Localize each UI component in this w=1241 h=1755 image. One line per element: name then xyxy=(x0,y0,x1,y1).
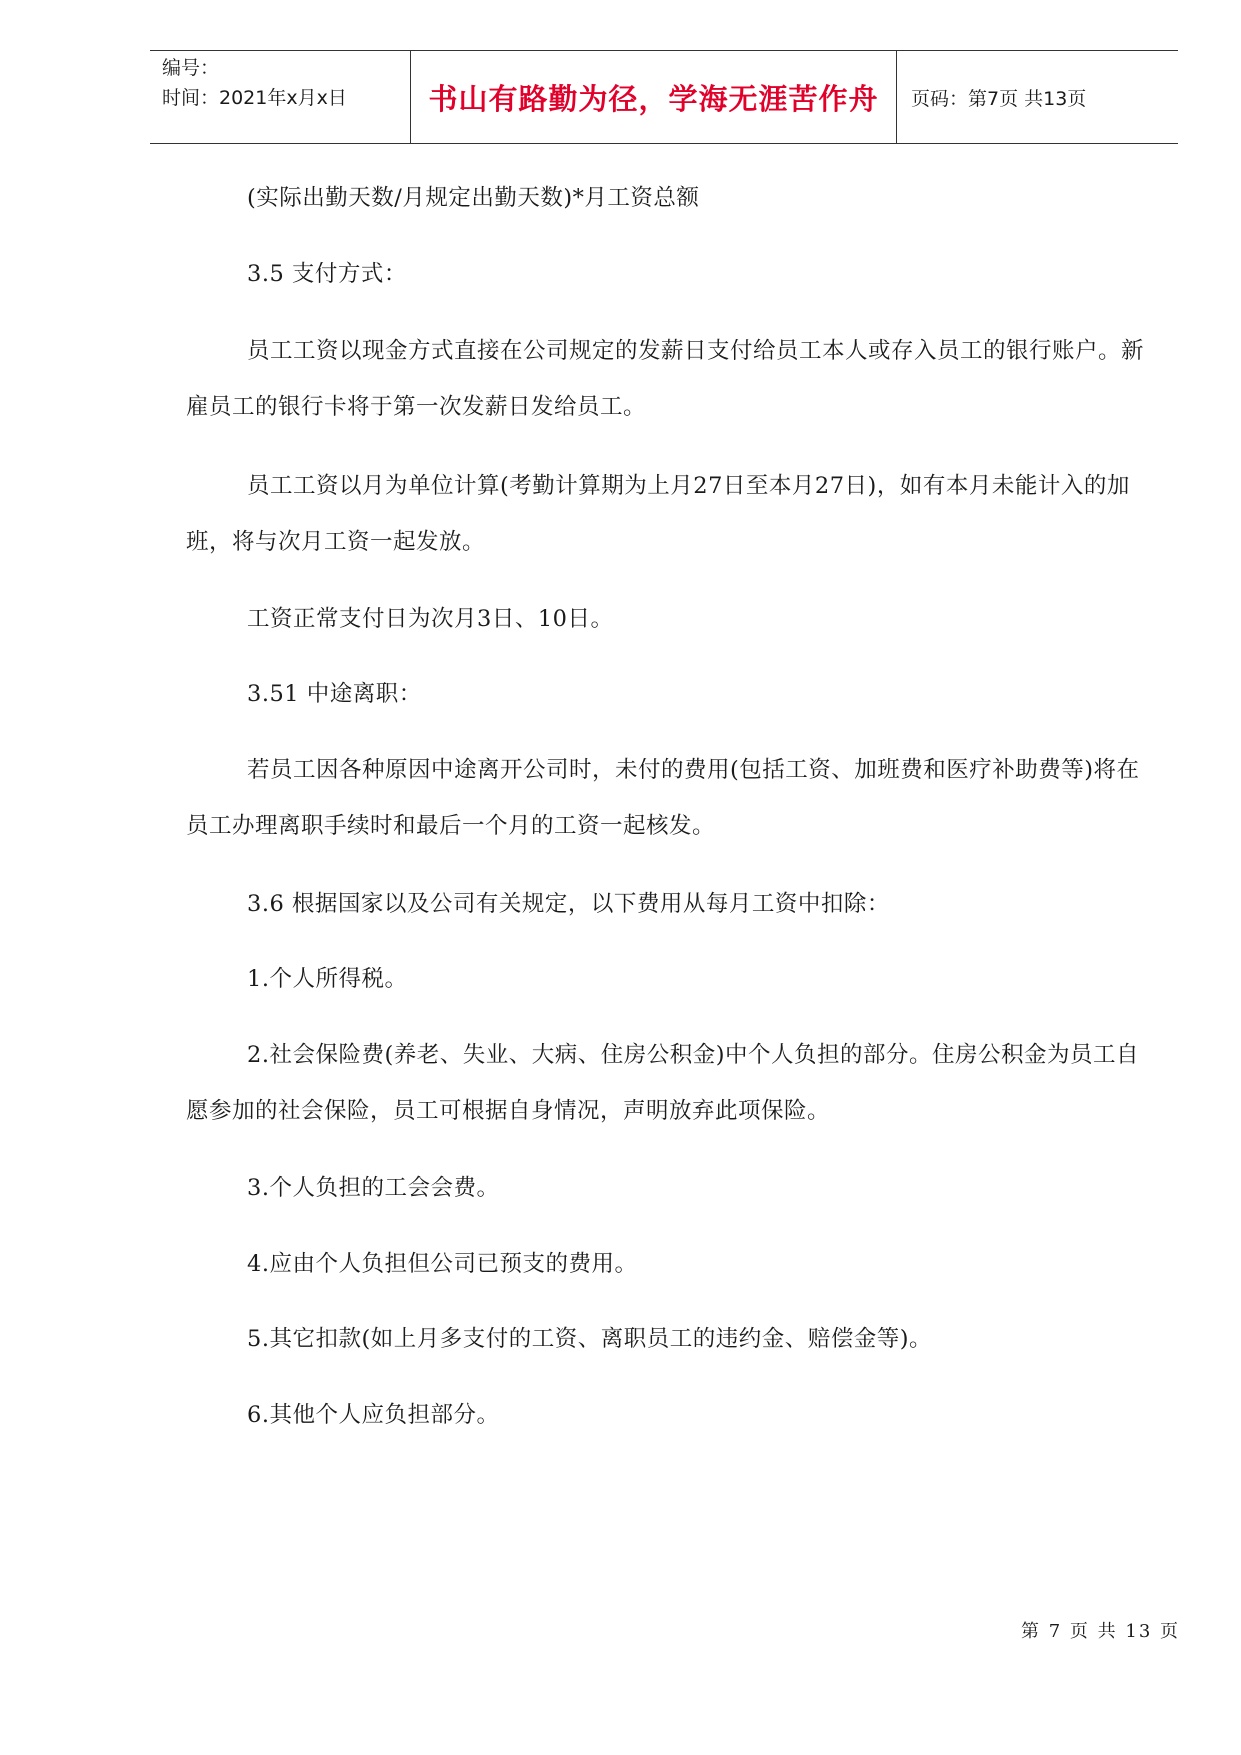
section-heading-3-51: 3.51 中途离职： xyxy=(247,681,422,707)
serial-number-label: 编号： xyxy=(162,57,220,79)
paragraph-payday: 工资正常支付日为次月3日、10日。 xyxy=(247,606,614,632)
page-footer: 第 7 页 共 13 页 xyxy=(1021,1621,1180,1642)
list-item-3: 3.个人负担的工会会费。 xyxy=(247,1175,500,1201)
date-label: 时间：2021年x月x日 xyxy=(162,87,347,109)
header-page-label: 页码：第7页 共13页 xyxy=(911,87,1087,110)
section-heading-3-6: 3.6 根据国家以及公司有关规定，以下费用从每月工资中扣除： xyxy=(247,891,890,917)
list-item-5: 5.其它扣款(如上月多支付的工资、离职员工的违约金、赔偿金等)。 xyxy=(247,1326,933,1352)
list-item-2: 2.社会保险费(养老、失业、大病、住房公积金)中个人负担的部分。住房公积金为员工自愿参加的社会保险，员工可根据自身情况，声明放弃此项保险。 xyxy=(186,1042,1140,1124)
header-page-cell xyxy=(897,51,1178,143)
paragraph-payment-method: 员工工资以现金方式直接在公司规定的发薪日支付给员工本人或存入员工的银行账户。新雇员工的银行卡将于第一次发薪日发给员工。 xyxy=(186,338,1145,420)
motto-text: 书山有路勤为径，学海无涯苦作舟 xyxy=(428,81,879,116)
section-heading-3-5: 3.5 支付方式： xyxy=(247,261,407,287)
header-meta xyxy=(150,51,410,143)
paragraph-formula: (实际出勤天数/月规定出勤天数)*月工资总额 xyxy=(247,185,700,211)
list-item-4: 4.应由个人负担但公司已预支的费用。 xyxy=(247,1251,638,1277)
header-motto-cell xyxy=(410,51,897,143)
paragraph-salary-calculation: 员工工资以月为单位计算(考勤计算期为上月27日至本月27日)，如有本月未能计入的加班，将与次月工资一起发放。 xyxy=(186,473,1130,555)
page-header xyxy=(150,50,1178,144)
list-item-1: 1.个人所得税。 xyxy=(247,966,408,992)
list-item-6: 6.其他个人应负担部分。 xyxy=(247,1402,500,1428)
paragraph-resignation: 若员工因各种原因中途离开公司时，未付的费用(包括工资、加班费和医疗补助费等)将在员工办理离职手续时和最后一个月的工资一起核发。 xyxy=(186,757,1140,839)
